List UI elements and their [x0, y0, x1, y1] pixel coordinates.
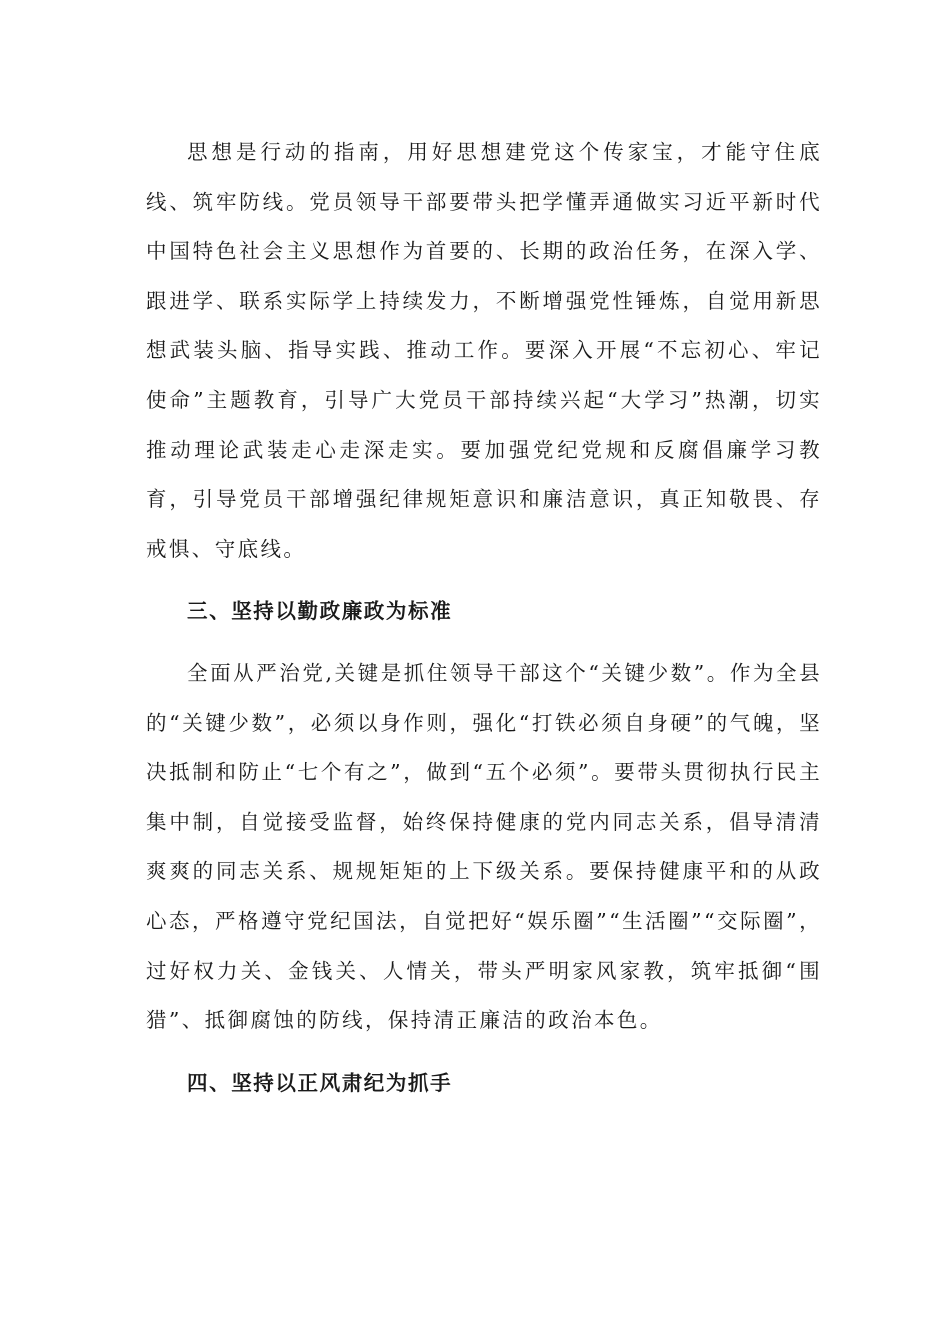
document-body — [146, 128, 822, 1120]
section-heading: 三、坚持以勤政廉政为标准 — [187, 599, 453, 624]
section-heading: 四、坚持以正风肃纪为抓手 — [187, 1070, 453, 1095]
body-paragraph: 思想是行动的指南，用好思想建党这个传家宝，才能守住底线、筑牢防线。党员领导干部要带头把学懂弄通做实习近平新时代中国特色社会主义思想作为首要的、长期的政治任务，在深入学、跟进学、联系实际学上持续发力，不断增强党性锤炼，自觉用新思想武装头脑、指导实践、推动工作。要深入开展“不忘初心、牢记使命”主题教育，引导广大党员干部持续兴起“大学习”热潮，切实推动理论武装走心走深走实。要加强党纪党规和反腐倡廉学习教育，引导党员干部增强纪律规矩意识和廉洁意识，真正知敬畏、存戒惧、守底线。 — [146, 140, 822, 561]
body-paragraph: 全面从严治党,关键是抓住领导干部这个“关键少数”。作为全县的“关键少数”，必须以身作则，强化“打铁必须自身硬”的气魄，坚决抵制和防止“七个有之”，做到“五个必须”。要带头贯彻执行民主集中制，自觉接受监督，始终保持健康的党内同志关系，倡导清清爽爽的同志关系、规规矩矩的上下级关系。要保持健康平和的从政心态，严格遵守党纪国法，自觉把好“娱乐圈”“生活圈”“交际圈”，过好权力关、金钱关、人情关，带头严明家风家教，筑牢抵御“围猎”、抵御腐蚀的防线，保持清正廉洁的政治本色。 — [146, 660, 822, 1033]
